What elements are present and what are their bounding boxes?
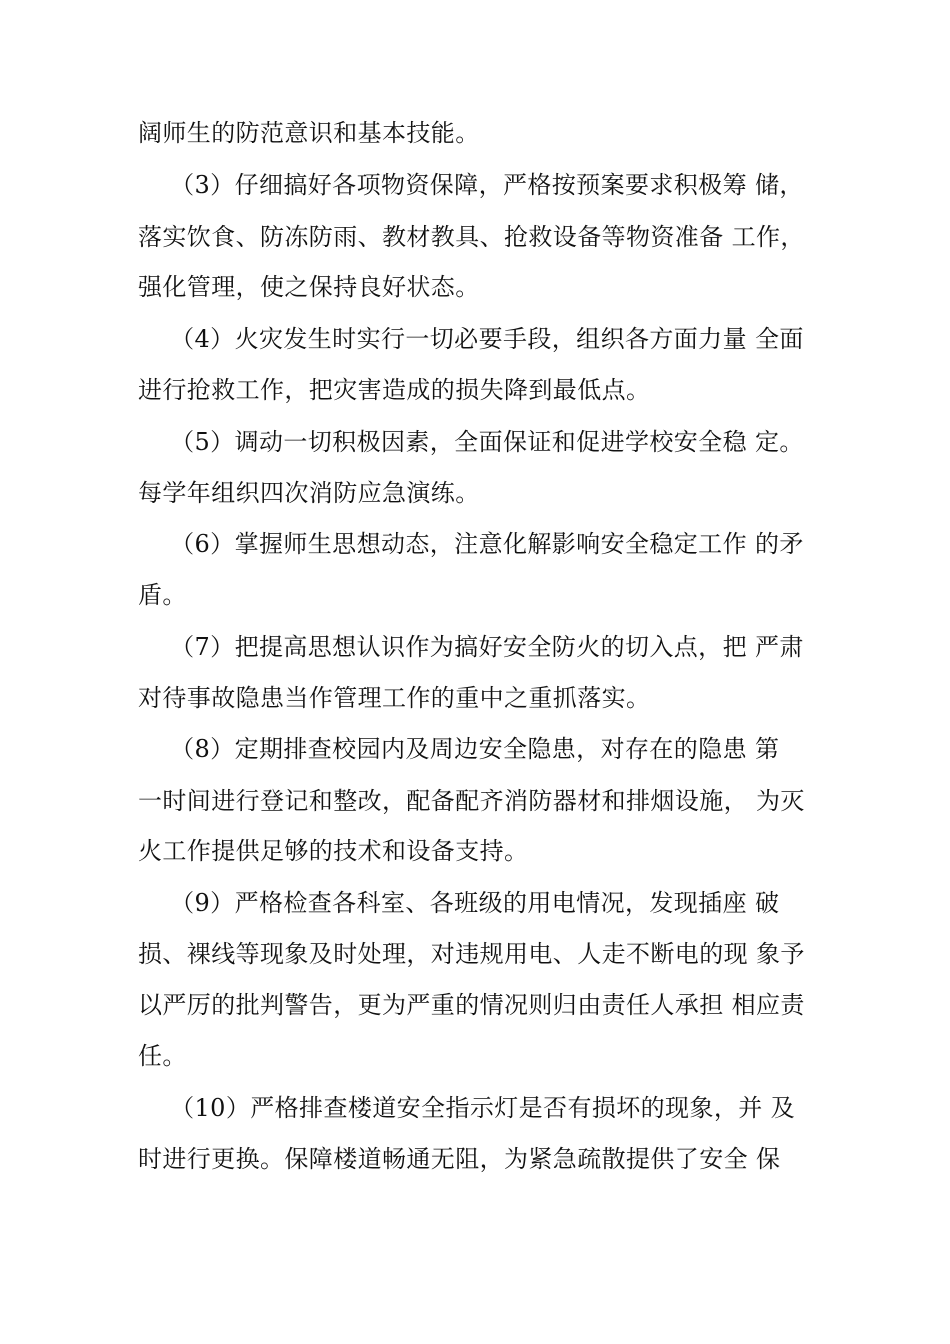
text-line: 盾。 bbox=[138, 581, 187, 609]
text-line: 对待事故隐患当作管理工作的重中之重抓落实。 bbox=[138, 684, 651, 712]
text-line: （10）严格排查楼道安全指示灯是否有损坏的现象，并 及 bbox=[138, 1094, 796, 1122]
text-line: 损、裸线等现象及时处理，对违规用电、人走不断电的现 象予 bbox=[138, 940, 805, 968]
text-line: （3）仔细搞好各项物资保障，严格按预案要求积极筹 储， bbox=[138, 171, 804, 199]
text-line: （6）掌握师生思想动态，注意化解影响安全稳定工作 的矛 bbox=[138, 530, 804, 558]
text-line: 任。 bbox=[138, 1042, 187, 1070]
text-line: （9）严格检查各科室、各班级的用电情况，发现插座 破 bbox=[138, 889, 780, 917]
text-line: 一时间进行登记和整改，配备配齐消防器材和排烟设施， 为灭 bbox=[138, 787, 805, 815]
text-line: 阔师生的防范意识和基本技能。 bbox=[138, 119, 480, 147]
text-line: 落实饮食、防冻防雨、教材教具、抢救设备等物资准备 工作， bbox=[138, 223, 805, 251]
text-line: （4）火灾发生时实行一切必要手段，组织各方面力量 全面 bbox=[138, 325, 804, 353]
text-line: 时进行更换。保障楼道畅通无阻，为紧急疏散提供了安全 保 bbox=[138, 1145, 781, 1173]
text-line: （5）调动一切积极因素，全面保证和促进学校安全稳 定。 bbox=[138, 428, 804, 456]
text-line: （7）把提高思想认识作为搞好安全防火的切入点，把 严肃 bbox=[138, 633, 804, 661]
text-line: 进行抢救工作，把灾害造成的损失降到最低点。 bbox=[138, 376, 651, 404]
text-line: 火工作提供足够的技术和设备支持。 bbox=[138, 837, 529, 865]
text-line: 每学年组织四次消防应急演练。 bbox=[138, 479, 480, 507]
text-line: （8）定期排查校园内及周边安全隐患，对存在的隐患 第 bbox=[138, 735, 780, 763]
text-line: 以严厉的批判警告，更为严重的情况则归由责任人承担 相应责 bbox=[138, 991, 805, 1019]
text-line: 强化管理，使之保持良好状态。 bbox=[138, 273, 480, 301]
